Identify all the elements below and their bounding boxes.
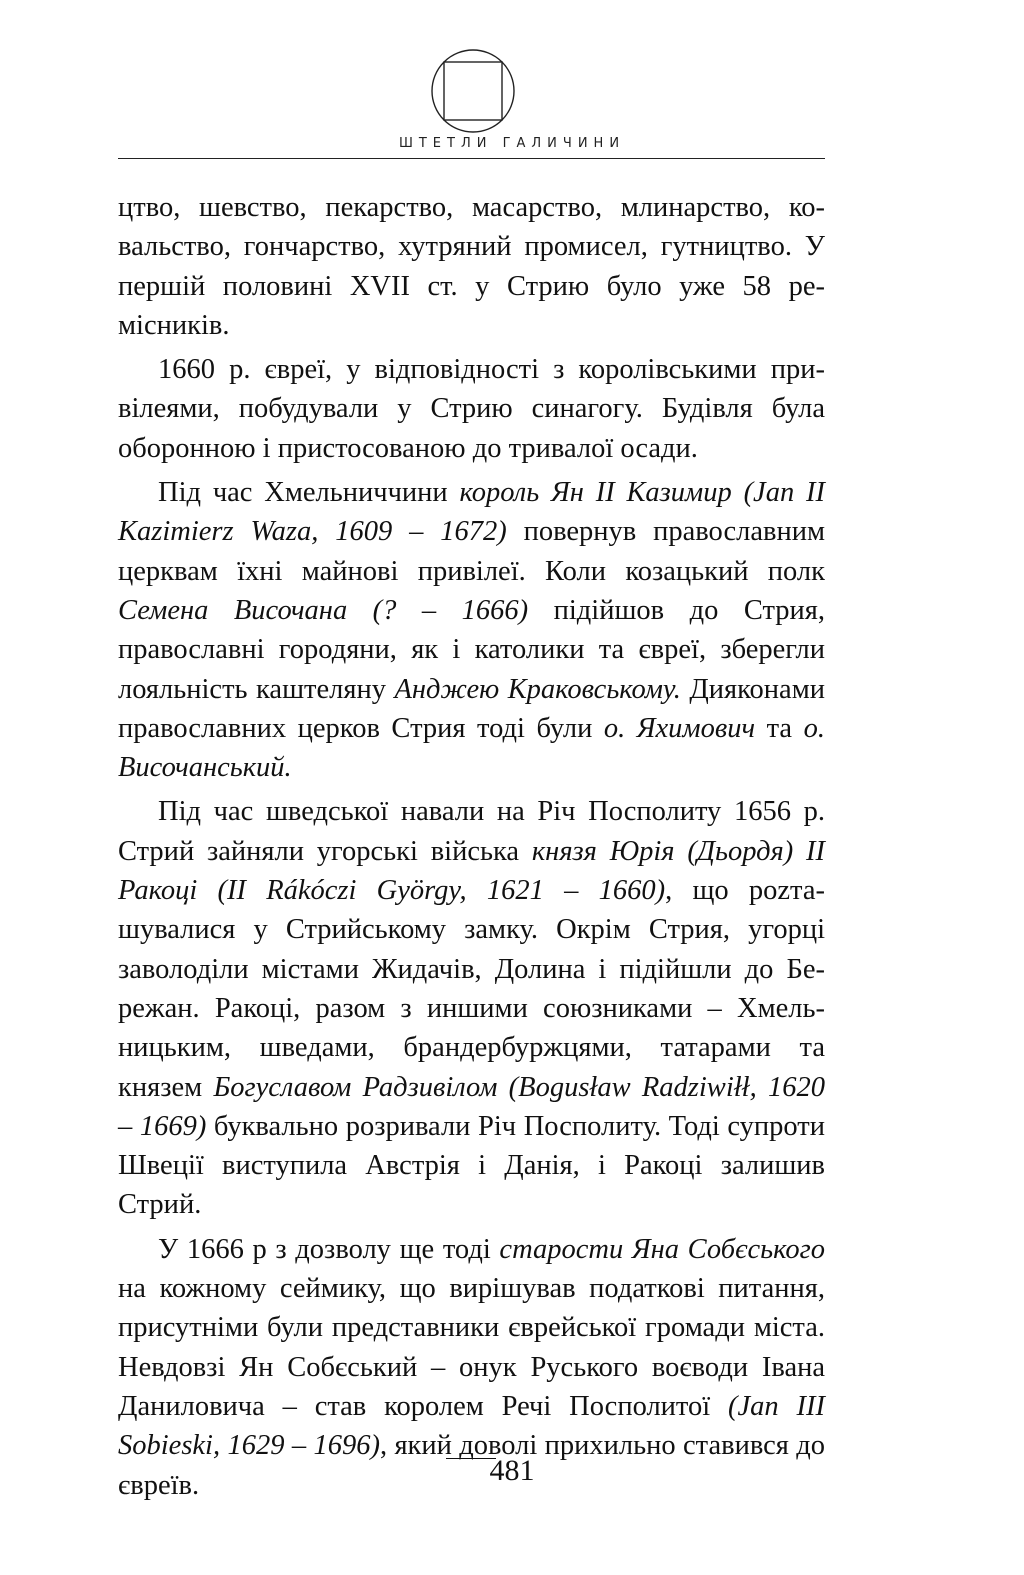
italic-run: Семена Височана (? – 1666) — [118, 594, 529, 626]
body-text — [118, 188, 825, 1510]
circle-square-logo-icon — [430, 48, 516, 134]
italic-run: о. Височанський. — [118, 712, 825, 784]
text-run: підійшов до Стрия, православні городяни, як і католики та євреї, зберегли лояльність каштеляну — [118, 594, 826, 705]
italic-run: о. Яхимович — [603, 712, 756, 744]
italic-run: Анджею Краковському. — [394, 673, 681, 705]
text-run: та — [755, 712, 804, 744]
text-run: цтво, шевство, пекарство, масарство, млинарство, ковальство, гончарство, хутряний промисел, гутництво. У першій половині XVII ст. у Стрию було уже 58 ремісників. — [118, 192, 825, 341]
text-run: 1660 р. євреї, у відповідності з королівськими привілеями, побудували у Стрию синагогу. Будівля була оборонною і пристосованою до тривалої осади. — [118, 354, 825, 464]
italic-run: старости Яна Собєського — [499, 1233, 825, 1265]
header-divider — [118, 158, 825, 159]
text-run: буквально розривали Річ Посполиту. Тоді супроти Швеції виступила Австрія і Данія, і Ракоці залишив Стрий. — [118, 1110, 825, 1221]
italic-run: король Ян ІІ Казимир (Jan II Kazimierz Waza, 1609 – 1672) — [118, 477, 826, 548]
text-run: Дияконами православних церков Стрия тоді були — [118, 673, 825, 744]
text-run: У 1666 р з дозволу ще тоді — [158, 1233, 500, 1265]
text-run: Під час шведської навали на Річ Посполиту 1656 р. Стрий зайняли угорські війська — [118, 796, 825, 867]
running-header-title: ШТЕТЛИ ГАЛИЧИНИ — [398, 136, 626, 151]
text-run: Під час Хмельниччини — [158, 477, 460, 509]
page-number: 481 — [489, 1454, 535, 1487]
paragraph — [118, 188, 825, 345]
text-run: , що роzташувалися у Стрийському замку. Окрім Стрия, угорці заволоділи містами Жидачів, Долина і підійшли до Бережан. Ракоці, разом з иншими союзниками – Хмельницьким, шведами, брандербуржцями, татарами та князем — [118, 875, 825, 1103]
italic-run: (Jan III Sobieski, 1629 – 1696) — [118, 1390, 825, 1462]
italic-run: Богуславом Радзивілом (Bogusław Radziwiłł, 1620 – 1669) — [118, 1071, 825, 1142]
paragraph — [118, 350, 825, 468]
text-run: , який доволі прихильно ставився до євреїв. — [118, 1430, 825, 1501]
text-run: повернув православним церквам їхні майнові привілеї. Коли козацький полк — [118, 516, 825, 587]
italic-run: князя Юрія (Дьордя) ІІ Ракоці (II Rákóczi György, 1621 – 1660) — [118, 835, 825, 907]
paragraph — [118, 473, 825, 787]
text-run: на кожному сеймику, що вирішував податкові питання, присутніми були представники єврейської громади міста. Невдовзі Ян Собєський – онук Руського воєводи Івана Даниловича – став королем Речі Посполитої — [118, 1273, 825, 1422]
paragraph — [118, 792, 825, 1224]
